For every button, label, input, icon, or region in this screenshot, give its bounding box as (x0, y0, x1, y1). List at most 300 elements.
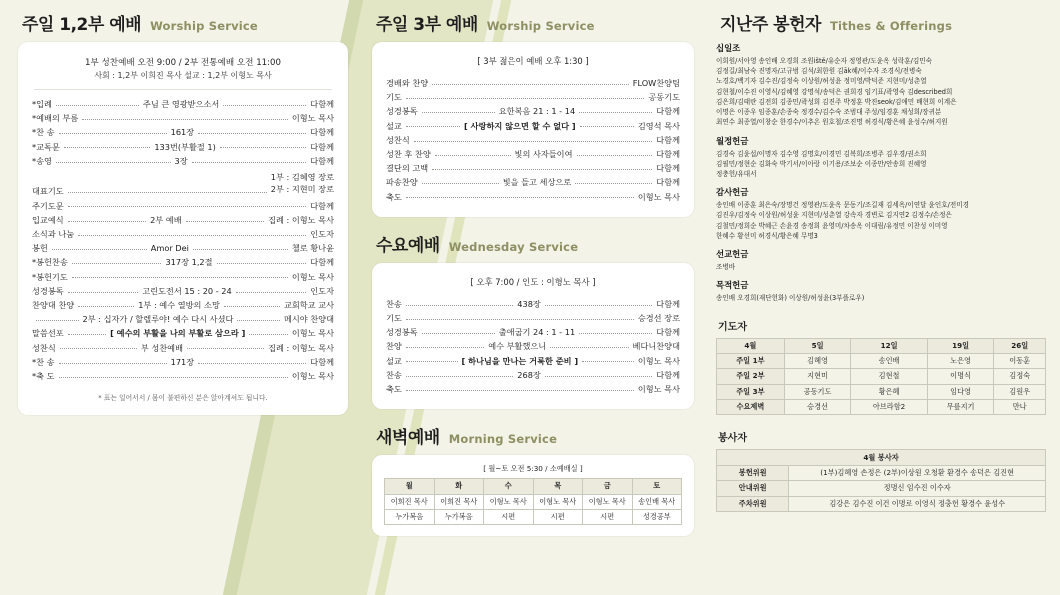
leader-dots (72, 260, 162, 264)
leader-dots (68, 203, 307, 207)
leader-dots (580, 123, 634, 127)
order-label: 성경봉독 (386, 106, 418, 117)
order-row (386, 133, 680, 147)
leader-dots (422, 330, 495, 334)
order-label: 파송찬양 (386, 177, 418, 188)
order-row (386, 382, 680, 396)
worship3-header: [ 3부 젊은이 예배 오후 1:30 ] (477, 56, 589, 66)
offering-category: 십일조 (716, 43, 741, 53)
order-label: 기도 (386, 313, 402, 324)
order-row (386, 339, 680, 353)
wednesday-card (372, 263, 694, 409)
order-label: 소식과 나눔 (32, 229, 75, 240)
order-person: 1부 : 김혜영 장로 2부 : 지현미 장로 (270, 172, 334, 195)
order-label: *봉헌기도 (32, 271, 68, 282)
leader-dots (60, 345, 137, 349)
table-cell: 이명식 (927, 369, 994, 384)
order-row (386, 119, 680, 133)
leader-dots (406, 372, 513, 376)
offering-block (716, 186, 1046, 241)
leader-dots (406, 316, 634, 320)
leader-dots (545, 372, 652, 376)
leader-dots (406, 194, 634, 198)
section-title-kr: 주일 3부 예배 (376, 15, 478, 35)
offering-names: 김경숙 김윤섭/이명자 김수영 김명호/이경민 김복희/조병주 김우경/권소희 김필민/정현순 김화숙 박기서/이아랑 이기용/조보순 이종만/안송희 진혜영 정충헌/유대서 (716, 149, 927, 178)
order-person: 메시야 찬양대 (283, 314, 334, 325)
order-person: 다함께 (310, 356, 335, 367)
order-label: 성경봉독 (32, 285, 64, 296)
prayer-col-header: 4월 (717, 338, 785, 353)
order-row (386, 368, 680, 382)
leader-dots (68, 331, 106, 335)
section-title-en: Morning Service (448, 432, 558, 447)
leader-dots (406, 301, 513, 305)
order-person: 다함께 (310, 141, 334, 152)
table-cell: 이희진 목사 (385, 494, 435, 509)
section-title-kr: 지난주 봉헌자 (720, 15, 821, 35)
order-person: 이형노 목사 (637, 355, 681, 366)
order-person: 다함께 (656, 369, 681, 380)
leader-dots (36, 317, 79, 321)
order-label: 기도 (386, 92, 402, 103)
order-label: 경배와 찬양 (386, 78, 429, 88)
servers-role: 주차위원 (717, 496, 789, 511)
servers-names: (1부)김혜영 손정은 (2부)이상원 오청환 환경수 송덕은 김진현 (789, 465, 1046, 480)
morning-table (384, 478, 682, 525)
order-label: *축 도 (32, 371, 55, 382)
order-row (386, 190, 680, 204)
section-title-en: Worship Service (486, 19, 595, 33)
servers-title: 봉사자 (718, 433, 747, 445)
order-label: 축도 (386, 191, 402, 202)
section-title-kr: 새벽예배 (376, 428, 440, 449)
table-cell: 김현철 (851, 369, 927, 384)
section-title-en: Worship Service (150, 19, 258, 33)
order-label: 입교예식 (32, 214, 64, 225)
table-cell: 지현미 (784, 369, 851, 384)
order-detail: 출애굽기 24 : 1 - 11 (498, 327, 576, 338)
servers-table-header-row (717, 450, 1046, 465)
leader-dots (406, 95, 645, 99)
leader-dots (582, 358, 634, 362)
leader-dots (192, 158, 307, 162)
leader-dots (72, 274, 288, 278)
morning-col-header: 화 (434, 479, 484, 494)
order-row (32, 125, 334, 139)
leader-dots (52, 246, 147, 250)
prayer-row-header: 수요제벽 (717, 400, 785, 415)
order-label: *찬 송 (32, 356, 55, 367)
order-label: 봉헌 (32, 243, 48, 254)
order-row (32, 284, 334, 298)
leader-dots (56, 102, 139, 106)
table-row (717, 369, 1046, 384)
order-label: 찬송 (386, 369, 402, 380)
order-detail: 예수 부활했으니 (488, 341, 547, 352)
leader-dots (224, 303, 280, 307)
order-row (32, 255, 334, 269)
order-label: 설교 (386, 120, 402, 131)
prayer-col-header: 26일 (994, 338, 1046, 353)
order-person: 이형노 목사 (291, 113, 334, 124)
leader-dots (82, 116, 288, 120)
order-label: *송영 (32, 155, 52, 166)
servers-role: 봉헌위원 (717, 465, 789, 480)
servers-table-body (717, 465, 1046, 511)
leader-dots (217, 260, 307, 264)
order-row (386, 161, 680, 175)
worship12-times: 1부 성찬예배 오전 9:00 / 2부 전통예배 오전 11:00 (85, 58, 281, 68)
order-row (386, 354, 680, 368)
table-row (717, 465, 1046, 480)
servers-role: 안내위원 (717, 481, 789, 496)
leader-dots (422, 180, 499, 184)
section-header-offerings (720, 10, 1046, 35)
table-cell: 노은영 (927, 353, 994, 368)
offering-names: 송인배 오경희(재단헌화) 이상원/허성윤(3부플로우) (716, 294, 865, 303)
order-detail: 2부 : 십자가 / 할렐루야! 예수 다시 사셨다 (82, 314, 234, 325)
order-detail: [ 하나님을 만나는 거룩한 준비 ] (461, 355, 579, 366)
order-detail: 161장 (170, 127, 195, 138)
order-label: 찬송 (386, 298, 402, 309)
table-cell: 황은혜 (851, 384, 927, 399)
order-person: 다함께 (656, 149, 680, 160)
leader-dots (186, 217, 264, 221)
order-person: 인도자 (310, 285, 334, 296)
offering-block (716, 279, 1046, 303)
order-detail: [ 사랑하지 않으면 할 수 없다 ] (464, 120, 576, 131)
order-label: 성찬식 (386, 134, 410, 145)
table-cell: 시편 (533, 510, 583, 525)
leader-dots (78, 303, 134, 307)
order-row (32, 241, 334, 255)
order-row (32, 355, 334, 369)
leader-dots (414, 137, 653, 141)
leader-dots (435, 152, 511, 156)
order-person: 이형노 목사 (291, 328, 334, 339)
order-row (32, 97, 334, 111)
section-title-kr: 수요예배 (376, 235, 440, 256)
morning-table-header-row (385, 479, 682, 494)
leader-dots (406, 344, 484, 348)
prayer-row-header: 주일 3부 (717, 384, 785, 399)
order-label: 설교 (386, 355, 402, 366)
table-cell: 시편 (583, 510, 633, 525)
worship3-order-list (386, 76, 680, 204)
order-person: 집례 : 이형노 목사 (268, 214, 334, 225)
table-row (717, 353, 1046, 368)
leader-dots (223, 102, 306, 106)
order-detail: [ 예수의 부활을 나의 부활로 삼으라 ] (110, 328, 246, 339)
order-label: 성경봉독 (386, 327, 418, 338)
prayer-col-header: 12일 (851, 338, 927, 353)
offering-block (716, 42, 1046, 128)
morning-col-header: 금 (583, 479, 633, 494)
table-row (385, 494, 682, 509)
morning-col-header: 수 (484, 479, 534, 494)
order-row (32, 154, 334, 168)
column-worship-3 (372, 10, 694, 536)
order-person: 다함께 (656, 134, 680, 145)
order-row (32, 227, 334, 241)
morning-col-header: 월 (385, 479, 435, 494)
order-person: 다함께 (310, 99, 335, 109)
order-label: 결단의 고백 (386, 163, 429, 174)
order-label: 대표기도 (32, 186, 64, 197)
table-cell: 김정숙 (994, 369, 1046, 384)
leader-dots (249, 331, 287, 335)
leader-dots (545, 301, 652, 305)
order-person: 이형노 목사 (291, 371, 334, 382)
order-detail: 부 성찬예배 (140, 342, 183, 353)
leader-dots (577, 152, 653, 156)
order-row (32, 369, 334, 383)
leader-dots (78, 232, 306, 236)
table-cell: 이형노 목사 (533, 494, 583, 509)
leader-dots (220, 144, 306, 148)
order-detail: 268장 (517, 369, 541, 380)
prayer-table (716, 338, 1046, 416)
order-detail: 133번(부활절 1) (154, 141, 216, 152)
order-person: 베다니찬양대 (632, 341, 681, 352)
prayer-title: 기도자 (718, 321, 747, 333)
section-header-worship3 (376, 10, 694, 35)
order-detail: 빛의 사자들이여 (514, 149, 573, 160)
prayer-table-body (717, 353, 1046, 415)
table-cell: 송인배 목사 (632, 494, 682, 509)
order-row (32, 140, 334, 154)
order-detail: 1부 : 예수 열방의 소망 (138, 300, 220, 311)
divider (34, 89, 332, 90)
order-person: 다함께 (656, 298, 681, 309)
leader-dots (237, 317, 280, 321)
leader-dots (432, 81, 629, 85)
section-header-wednesday (376, 231, 694, 256)
order-person: 교회학교 교사 (283, 300, 334, 311)
offerings-list (716, 42, 1046, 304)
table-cell: 만나 (994, 400, 1046, 415)
servers-names: 정명신 임수진 이수자 (789, 481, 1046, 496)
leader-dots (432, 166, 652, 170)
order-row (32, 298, 334, 312)
column-offerings (716, 10, 1046, 512)
table-cell: 김원우 (994, 384, 1046, 399)
offering-names: 송인배 이종훈 최은숙/장명건 정영관/도윤옥 문동기/조길재 김세옥/이연달 윤인호/전미경 김진우/김정숙 이상원/허성윤 지현미/성춘열 강속자 경변로 김지연2 김정수/손정은 김철민/정희순 박혜근 손윤경 송정희 윤영미/차송옥 이대림/유정민 이찬성 이미영 한혜수 황선미 허경식/황은혜 무명3 (716, 201, 969, 240)
order-row (386, 147, 680, 161)
prayer-col-header: 19일 (927, 338, 994, 353)
leader-dots (59, 130, 167, 134)
order-row (32, 111, 334, 125)
order-label: *입례 (32, 99, 52, 109)
prayer-table-header-row (717, 338, 1046, 353)
morning-card (372, 455, 694, 536)
order-label: 말씀선포 (32, 328, 64, 339)
leader-dots (579, 330, 652, 334)
order-detail: 2부 예배 (150, 214, 182, 225)
order-row (32, 341, 334, 355)
table-cell: 아브라함2 (851, 400, 927, 415)
morning-table-body (385, 494, 682, 525)
table-cell: 무릎지기 (927, 400, 994, 415)
offering-category: 선교헌금 (716, 249, 749, 260)
order-person: 다함께 (310, 127, 335, 138)
section-title-en: Wednesday Service (448, 239, 579, 254)
leader-dots (68, 217, 146, 221)
leader-dots (406, 358, 458, 362)
table-cell: 이동훈 (994, 353, 1046, 368)
worship12-leaders: 사회 : 1,2부 이희진 목사 설교 : 1,2부 이형노 목사 (94, 71, 272, 80)
order-person: 승경선 장로 (637, 313, 680, 324)
leader-dots (575, 180, 652, 184)
worship12-card (18, 42, 348, 415)
leader-dots (198, 130, 306, 134)
order-person: 김영석 목사 (637, 120, 681, 131)
leader-dots (236, 288, 307, 292)
servers-names: 김강은 김수진 이건 이명로 이영식 정충헌 황경수 윤성수 (789, 496, 1046, 511)
table-cell: 시편 (484, 510, 534, 525)
table-cell: 임다영 (927, 384, 994, 399)
table-row (717, 496, 1046, 511)
order-row (386, 175, 680, 189)
order-row (386, 325, 680, 339)
offering-names: 이희원/서아영 송인배 오경희 조원iště/유순자 정영관/도윤옥 성락훈/김민숙 김정길/최남숙 진명자/고규범 김석/최한원 김āk혜/이수자 조경식/전병숙 노경호/백기자 김수진/김정숙 이상원/허성윤 정미영/박덕준 지현미/성춘열 김현철/이수진 이영식/김혜영 강명석/송덕은 권희경 임기표/곽영숙 김described희 김은희/김태란 김전희 김종민/곽성희 김진주 박정훈 박진seok/김애민 배현희 이계은 이명은 이종우 임종훈/손종숙 정경수/김수숙 조범대 주성/임경훈 채성희/장귀분 최연수 최종열/이창순 한경수/이추온 원호철/조진명 허경식/황은혜 윤성수/허지원 (716, 57, 957, 127)
column-worship-12 (18, 10, 348, 415)
order-label: *예배의 부름 (32, 113, 79, 124)
order-person: 이형노 목사 (637, 384, 680, 395)
order-detail: 고린도전서 15 : 20 - 24 (142, 285, 232, 296)
order-person: 다함께 (656, 106, 681, 117)
servers-header-cell: 4월 봉사자 (717, 450, 1046, 465)
prayer-row-header: 주일 1부 (717, 353, 785, 368)
servers-table (716, 449, 1046, 512)
order-person: 이형노 목사 (291, 271, 334, 282)
offering-category: 목적헌금 (716, 280, 749, 291)
order-person: 첼로 황나윤 (291, 243, 334, 254)
order-detail: 438장 (517, 298, 541, 309)
order-label: *교독문 (32, 141, 60, 152)
table-cell: 이형노 목사 (484, 494, 534, 509)
offering-category: 감사헌금 (716, 187, 749, 198)
table-row (385, 510, 682, 525)
table-cell: 승경선 (784, 400, 851, 415)
order-person: 다함께 (656, 327, 681, 338)
table-cell: 공동기도 (784, 384, 851, 399)
order-row (32, 168, 334, 199)
order-person: 다함께 (310, 155, 334, 166)
leader-dots (193, 246, 288, 250)
table-cell: 누가복음 (385, 510, 435, 525)
leader-dots (56, 158, 171, 162)
wednesday-header: [ 오후 7:00 / 인도 : 이형노 목사 ] (470, 276, 596, 287)
morning-col-header: 토 (632, 479, 682, 494)
table-cell: 이형노 목사 (583, 494, 633, 509)
table-row (717, 481, 1046, 496)
order-person: 공동기도 (648, 92, 680, 103)
worship12-order-list (32, 97, 334, 383)
order-person: 다함께 (656, 163, 680, 174)
order-label: *봉헌찬송 (32, 257, 68, 268)
worship12-note: * 표는 일어서서 / 몸이 불편하신 분은 앉아계셔도 됩니다. (98, 394, 268, 403)
section-title-kr: 주일 1,2부 예배 (22, 15, 142, 35)
order-detail: 317장 1,2절 (165, 257, 213, 268)
table-cell: 누가복음 (434, 510, 484, 525)
section-header-worship12 (22, 10, 348, 35)
order-label: 찬양대 찬양 (32, 300, 75, 311)
order-row (386, 104, 680, 118)
morning-header: [ 월~토 오전 5:30 / 소예배실 ] (483, 464, 583, 474)
order-row (32, 213, 334, 227)
section-title-en: Tithes & Offerings (829, 19, 953, 33)
order-detail: 171장 (170, 356, 195, 367)
order-detail: Amor Dei (150, 243, 189, 254)
table-cell: 송인배 (851, 353, 927, 368)
leader-dots (406, 387, 634, 391)
order-person: 다함께 (656, 177, 681, 188)
leader-dots (59, 374, 288, 378)
order-row (32, 270, 334, 284)
leader-dots (68, 288, 139, 292)
order-person: 다함께 (310, 200, 334, 211)
offering-block (716, 248, 1046, 272)
leader-dots (550, 344, 628, 348)
order-row (32, 326, 334, 340)
order-person: 인도자 (310, 229, 334, 240)
order-row (386, 76, 680, 90)
leader-dots (406, 123, 460, 127)
leader-dots (422, 109, 495, 113)
leader-dots (187, 345, 264, 349)
order-label: 찬양 (386, 341, 402, 352)
order-detail: 3장 (174, 155, 188, 166)
table-row (717, 384, 1046, 399)
order-detail: 요한복음 21 : 1 - 14 (498, 106, 576, 117)
order-detail: 주님 큰 영광받으소서 (142, 99, 220, 109)
order-label: 성찬식 (32, 342, 56, 353)
order-person: 이형노 목사 (637, 191, 680, 202)
leader-dots (198, 359, 306, 363)
order-row (32, 199, 334, 213)
leader-dots (579, 109, 652, 113)
section-header-morning (376, 423, 694, 448)
wednesday-order-list (386, 297, 680, 396)
order-row (386, 90, 680, 104)
prayer-col-header: 5일 (784, 338, 851, 353)
order-detail: 빛을 들고 세상으로 (502, 177, 572, 188)
order-label: 축도 (386, 384, 402, 395)
table-cell: 김혜영 (784, 353, 851, 368)
offering-category: 월정헌금 (716, 135, 749, 146)
offering-block (716, 135, 1046, 180)
leader-dots (64, 144, 150, 148)
order-label: *찬 송 (32, 127, 55, 138)
order-label: 성찬 후 찬양 (386, 149, 431, 160)
table-row (717, 400, 1046, 415)
order-row (386, 311, 680, 325)
prayer-row-header: 주일 2부 (717, 369, 785, 384)
order-row (386, 297, 680, 311)
offering-names: 조병바 (716, 263, 736, 272)
table-cell: 이희진 목사 (434, 494, 484, 509)
order-person: 다함께 (310, 257, 335, 268)
leader-dots (59, 359, 167, 363)
leader-dots (68, 189, 267, 193)
table-cell: 성경공부 (632, 510, 682, 525)
worship3-card (372, 42, 694, 217)
order-row (32, 312, 334, 326)
morning-col-header: 목 (533, 479, 583, 494)
order-person: 집례 : 이형노 목사 (268, 342, 335, 353)
order-person: FLOW찬양팀 (632, 78, 680, 88)
